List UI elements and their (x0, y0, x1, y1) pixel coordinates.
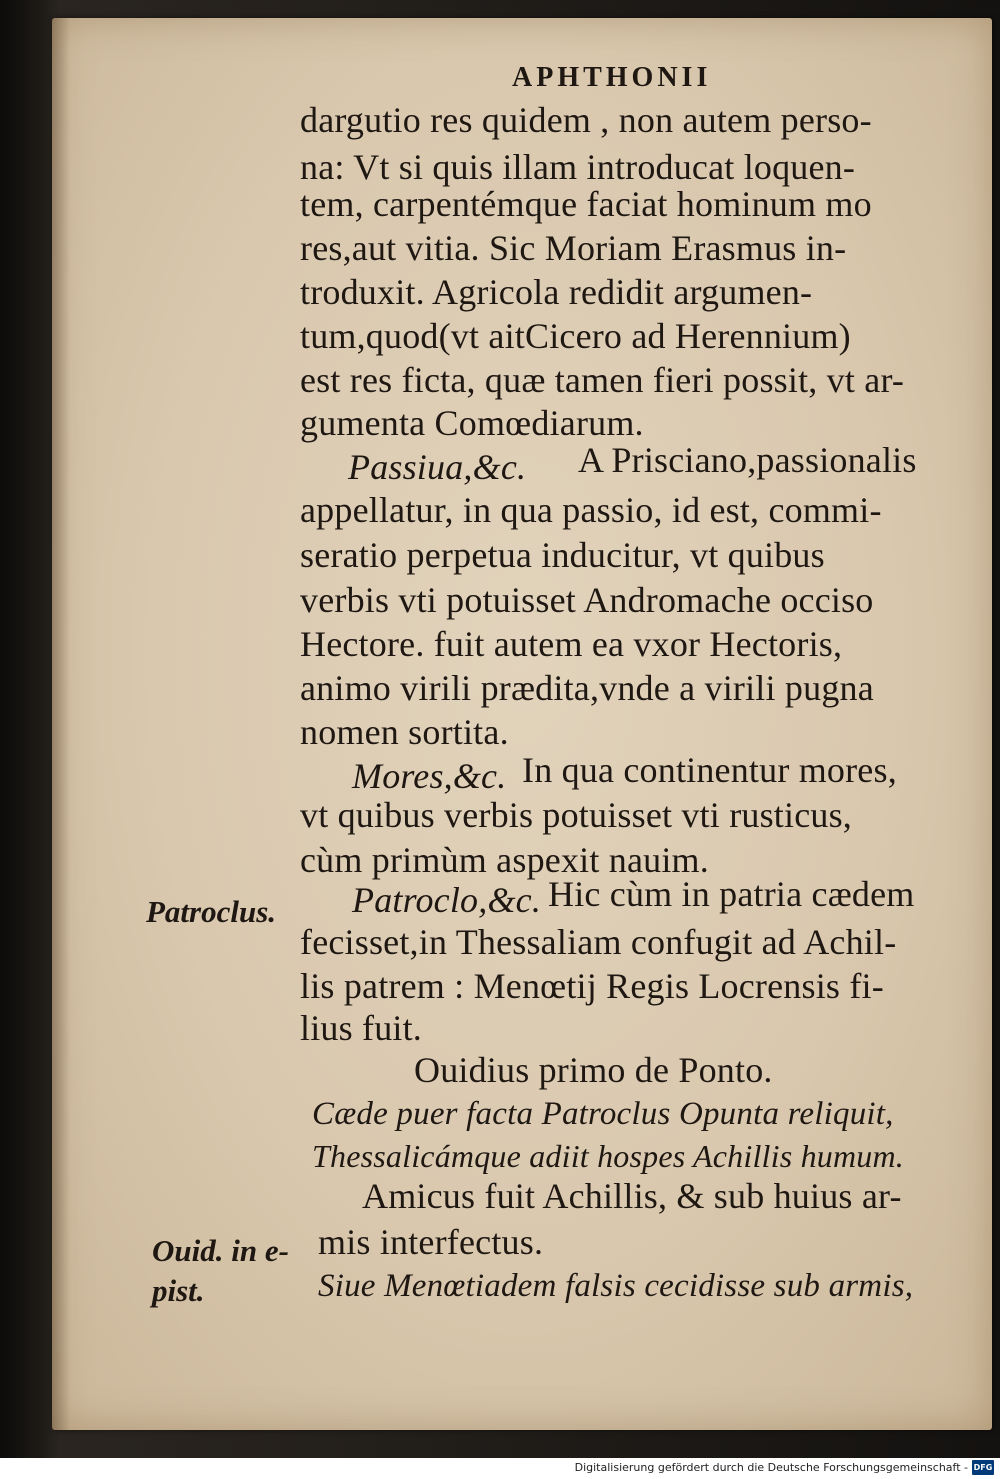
text-line: res,aut vitia. Sic Moriam Erasmus in- (300, 228, 847, 268)
text-line-lemma: Patroclo,&c. (352, 880, 542, 920)
margin-note-ovid: pist. (152, 1273, 205, 1308)
text-line: tem, carpentémque faciat hominum mo (300, 184, 872, 224)
text-line: verbis vti potuisset Andromache occiso (300, 580, 874, 620)
text-line-heading: Ouidius primo de Ponto. (414, 1050, 773, 1090)
verse-line: Siue Menœtiadem falsis cecidisse sub armis, (318, 1268, 914, 1304)
footer-credit: Digitalisierung gefördert durch die Deutsche Forschungsgemeinschaft - (574, 1461, 968, 1474)
text-line: dargutio res quidem , non autem perso- (300, 100, 872, 140)
text-line: lis patrem : Menœtij Regis Locrensis fi- (300, 966, 884, 1006)
text-line: cùm primùm aspexit nauim. (300, 840, 709, 880)
text-line: Hic cùm in patria cædem (548, 874, 915, 914)
text-line: seratio perpetua inducitur, vt quibus (300, 535, 825, 575)
text-line: gumenta Comœdiarum. (300, 403, 644, 443)
text-line: troduxit. Agricola redidit argumen- (300, 272, 813, 312)
running-head: APHTHONII (512, 62, 712, 93)
margin-note-patroclus: Patroclus. (146, 894, 277, 929)
text-line: nomen sortita. (300, 712, 509, 752)
text-line: fecisset,in Thessaliam confugit ad Achil- (300, 922, 897, 962)
verse-line: Thessalicámque adiit hospes Achillis humum. (312, 1138, 904, 1174)
text-line: A Prisciano,passionalis (578, 440, 917, 480)
text-line: Amicus fuit Achillis, & sub huius ar- (362, 1176, 902, 1216)
text-line-lemma: Passiua,&c. (348, 447, 527, 487)
dfg-logo-icon: DFG (972, 1460, 994, 1475)
text-line: est res ficta, quæ tamen fieri possit, vt ar- (300, 360, 905, 400)
footer-bar (0, 1458, 1000, 1479)
text-line: lius fuit. (300, 1008, 423, 1048)
text-line: mis interfectus. (318, 1222, 544, 1262)
text-line: na: Vt si quis illam introducat loquen- (300, 147, 856, 187)
margin-note-ovid: Ouid. in e- (152, 1233, 289, 1268)
text-line: animo virili prædita,vnde a virili pugna (300, 668, 874, 708)
text-line: vt quibus verbis potuisset vti rusticus, (300, 795, 852, 835)
text-line-lemma: Mores,&c. (352, 756, 507, 796)
text-line: In qua continentur mores, (522, 750, 897, 790)
text-line: Hectore. fuit autem ea vxor Hectoris, (300, 624, 843, 664)
text-line: appellatur, in qua passio, id est, commi- (300, 490, 882, 530)
verse-line: Cæde puer facta Patroclus Opunta reliquit, (312, 1096, 894, 1132)
text-line: tum,quod(vt aitCicero ad Herennium) (300, 316, 851, 356)
